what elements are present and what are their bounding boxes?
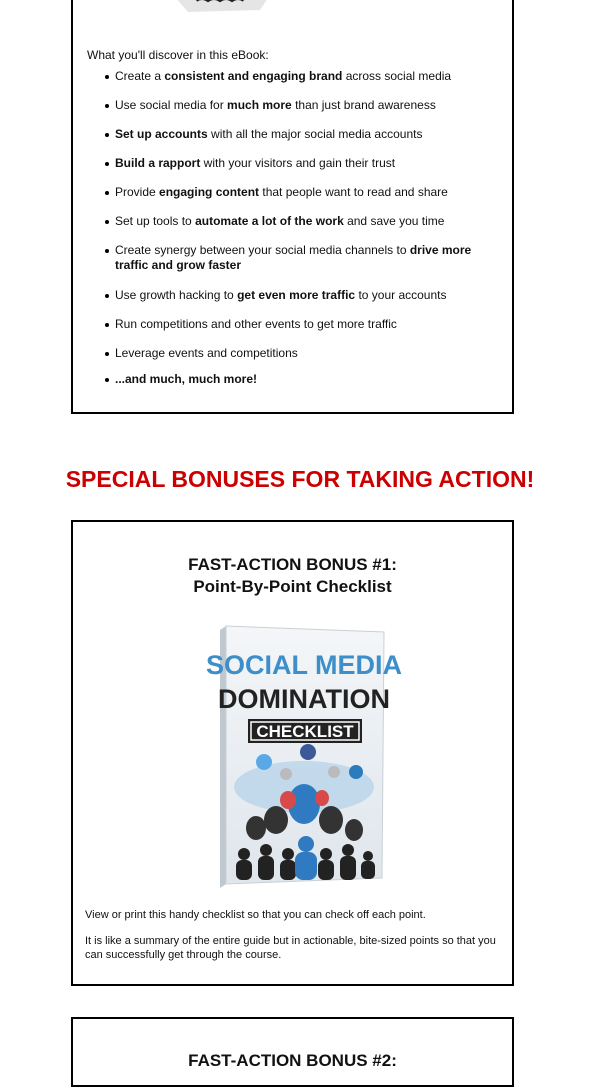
ebook-cover-partial (168, 0, 278, 14)
list-item: Provide engaging content that people want to read and share (87, 185, 448, 200)
cover-line-1: SOCIAL MEDIA (205, 650, 403, 680)
list-item: Use growth hacking to get even more traffic to your accounts (87, 288, 447, 303)
bonus-2-box (71, 1017, 514, 1087)
list-item: Use social media for much more than just brand awareness (87, 98, 436, 113)
ebook-intro: What you'll discover in this eBook: (87, 48, 269, 62)
list-item: Create synergy between your social media channels to drive more traffic and grow faster (87, 243, 495, 273)
list-item: ...and much, much more! (87, 372, 257, 387)
cover-line-2: DOMINATION (218, 684, 390, 714)
bonus-1-text-2: It is like a summary of the entire guide but in actionable, bite-sized points so that you can successfully get through the course. (85, 935, 496, 961)
list-item: Create a consistent and engaging brand across social media (87, 69, 451, 84)
bonus-2-title: FAST-ACTION BONUS #2: (188, 1051, 397, 1070)
list-item: Leverage events and competitions (87, 346, 298, 361)
list-item: Set up tools to automate a lot of the work and save you time (87, 214, 444, 229)
list-item: Run competitions and other events to get more traffic (87, 317, 397, 332)
ebook-features-box (71, 0, 514, 414)
bonus-1-title: FAST-ACTION BONUS #1: (188, 555, 397, 574)
bonus-1-text-1: View or print this handy checklist so that you can check off each point. (85, 909, 426, 921)
bonus-1-box (71, 520, 514, 986)
special-bonuses-heading: SPECIAL BONUSES FOR TAKING ACTION! (65, 466, 535, 492)
checklist-cover-image (205, 622, 403, 892)
list-item: Build a rapport with your visitors and gain their trust (87, 156, 395, 171)
cover-line-3: CHECKLIST (256, 722, 354, 741)
list-item: Set up accounts with all the major social media accounts (87, 127, 422, 142)
bonus-1-subtitle: Point-By-Point Checklist (193, 577, 392, 596)
